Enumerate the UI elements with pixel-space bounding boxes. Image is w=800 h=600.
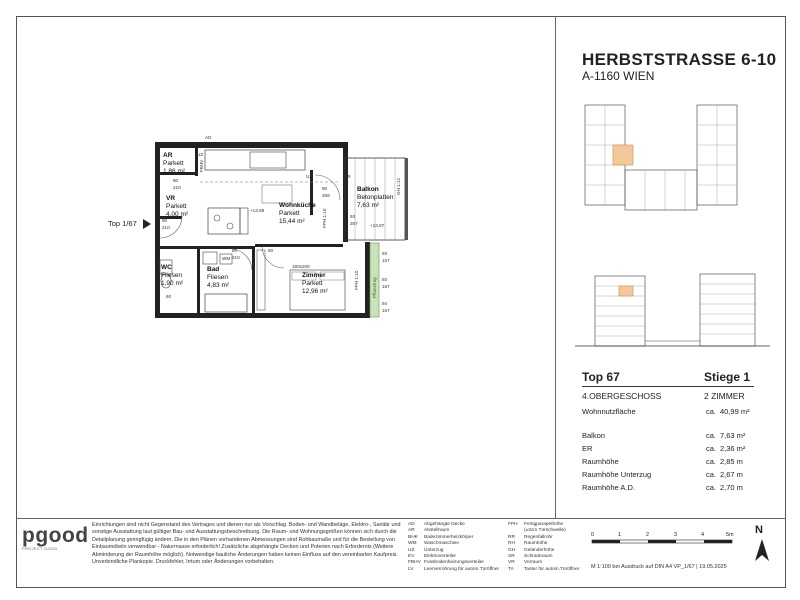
legend-item: AR Abstellraum [408,528,450,534]
dim-210-b: 210 [162,225,170,230]
room-balkon-name: Balkon [357,186,379,193]
room-wc-area: 1,90 m² [161,280,184,287]
row-ca: ca. [706,457,717,466]
wall-right-upper [343,142,348,242]
scale-tick: 0 [591,532,595,538]
legend-item: RH Raumhöhe [508,541,548,547]
label-fbhv: FBHV [199,159,204,172]
label-wm: WM [222,256,231,261]
row-value: 40,99 m² [720,407,750,416]
legend-item: UZ Unterzug [408,547,444,553]
logo-tagline: PROJECT GOOD [22,546,58,551]
dim-80-a: 80 [173,178,179,183]
row-er [582,444,782,454]
row-raumhoehe [582,457,782,467]
legend-item: FBHV Fussbodenheizungsverteiler [408,560,484,566]
dim-267: 267 [350,221,358,226]
room-bad-area: 4,83 m² [207,282,230,289]
dim-93-a: 93 [350,214,356,219]
scale-tick: 2 [646,532,650,538]
scale-note: M 1:100 bei Ausdruck auf DIN A4 VP_1/67 | 19.05.2025 [591,564,727,570]
dim-80-c: 80 [232,248,238,253]
legend-item: SR Schrankraum [508,554,553,560]
dim-157-c: 157 [382,308,390,313]
row-value: 2,85 m [720,457,743,466]
row-label: ER [582,444,593,453]
row-label: Raumhöhe [582,457,619,466]
apartment-entry-label: Top 1/67 [108,219,137,228]
legend-item: RR Regenfallrohr [508,534,553,540]
row-ca: ca. [706,431,717,440]
row-raumhoehe-ad [582,483,782,493]
room-wc-name: WC [161,264,172,271]
legend-item: AD Abgehängte Decke [408,522,465,527]
highlighted-unit [613,145,633,165]
dim-157-a: 157 [382,258,390,263]
label-level-1: +13,89 [250,208,265,213]
label-uz-1: UZ [197,152,204,157]
vertical-divider [555,16,556,518]
room-wc-floor: Fliesen [161,272,182,279]
legend-item: FPH Fertigparapethöhe [508,522,564,527]
row-label: Raumhöhe A.D. [582,483,635,492]
legend-item: GH Geländerhöhe [508,547,555,553]
row-label: Balkon [582,431,605,440]
row-raumhoehe-unterzug [582,470,782,480]
legend-item: EV Elektroverteiler [408,554,456,560]
scale-tick: 4 [701,532,705,538]
legend-item: BHK Badezimmerheizkörper [408,534,474,540]
key-plan [575,100,770,224]
room-balkon-floor: Betonplatten [357,194,394,201]
wall-top [155,142,345,148]
dim-259: 259 [322,193,330,198]
room-ar-floor: Parkett [163,160,184,167]
room-zimmer-floor: Parkett [302,280,323,287]
room-bad-name: Bad [207,266,220,273]
label-bed-size: 180x200 [292,264,310,269]
north-arrow-icon [749,525,775,565]
label-gh: GH 1:12 [396,177,401,195]
scale-bar [588,528,738,554]
horizontal-divider [16,518,786,519]
row-balkon [582,431,782,441]
room-vr-area: 4,00 m² [166,211,189,218]
room-vr-floor: Parkett [166,203,187,210]
row-label: Wohnnutzfläche [582,407,636,416]
row-ca: ca. [706,444,717,453]
building-section [575,266,770,356]
disclaimer-text: Einrichtungen sind nicht Gegenstand des Vertrages und dienen nur als Vorschlag. Boden- und Wandbeläge, Elektro-, Sanitär und sonstige Ausstattung laut gültiger Bau- und Ausstattungsbeschreibung. Die Raum- und Wohnungsgrößen können sich durch die Detailplanung geringfügig ändern. Die in den Plänen vorhandenen Abmessungen sind Rohbaumaße und für die Bestellung von Einbaumöbeln verwendbar - Naturmasse erforderlich! Zusätzliche abgehängte Decken und Poterien nach Erfordernis (Weitere Abminderung der Raumhöhe möglich). Notwendige bauliche Änderungen haben keinen Einfluss auf den vereinbarten Kaufpreis. Unverbindliche Plankopie. Druckfehler, Irrtum oder Änderungen vorbehalten. [92,522,401,566]
room-ar-name: AR [163,152,173,159]
row-ca: ca. [706,407,717,416]
dim-93-b: 93 [382,251,388,256]
label-uz-2: UZ [306,174,313,179]
room-wohnkueche-floor: Parkett [279,210,300,217]
legend-item: TA Taster für autom.Türöffner [508,566,580,572]
dim-94: 94 [382,301,388,306]
row-ca: ca. [706,470,717,479]
row-value: 2,70 m [720,483,743,492]
row-ca: ca. [706,483,717,492]
room-wohnkueche-area: 15,44 m² [279,218,305,225]
project-address: A-1160 WIEN [582,69,655,83]
room-bad-floor: Fliesen [207,274,228,281]
label-fph-2: FPH 1:10 [354,270,359,290]
row-value: 2,36 m² [720,444,746,453]
highlighted-floor [619,286,633,296]
dim-90: 90 [162,218,168,223]
label-ad: AD [205,135,212,140]
dim-80-b: 80 [322,186,328,191]
legend-item: VR Vorraum [508,560,543,566]
legend-column-2 [508,522,579,573]
unit-number: Top 67 [582,370,620,384]
legend-column-1 [408,522,499,573]
unit-room-count: 2 ZIMMER [704,391,745,401]
row-value: 7,63 m² [720,431,746,440]
legend-item: (±3cm Türschwelle) [524,528,566,534]
wall-left [155,142,160,317]
room-wohnkueche-name: Wohnküche [279,202,316,209]
company-logo [22,524,89,551]
room-zimmer-name: Zimmer [302,272,326,279]
dim-210-c: 210 [232,255,240,260]
label-planter: Pflanztrog [372,277,377,298]
entrance-arrow [143,219,151,229]
room-balkon-area: 7,63 m² [357,202,380,209]
dim-157-b: 157 [382,284,390,289]
unit-divider [582,386,754,387]
scale-tick: 3 [674,532,678,538]
row-label: Raumhöhe Unterzug [582,470,652,479]
dim-210-a: 210 [173,185,181,190]
dim-60: 60 [166,294,172,299]
wall-right-lower [365,242,370,318]
unit-stair: Stiege 1 [704,370,751,384]
label-rr: RR [344,174,351,179]
row-wohnnutzflaeche [582,407,782,417]
unit-floor: 4.OBERGESCHOSS [582,391,662,401]
label-level-2: +13,87 [370,223,385,228]
scale-tick: 5m [726,532,734,538]
room-zimmer-area: 12,96 m² [302,288,328,295]
dim-93-c: 93 [382,277,388,282]
north-label: N [755,524,763,536]
legend-item: WM Waschmaschine [408,541,460,547]
scale-tick: 1 [618,532,622,538]
project-title: HERBSTSTRASSE 6-10 [582,50,777,69]
label-fph-1: FPH 1:10 [322,208,327,228]
wall-bottom [155,313,370,318]
room-ar-area: 1,86 m² [163,168,186,175]
legend-item: LV Leerverrohrung für autom.Türöffner [408,566,500,572]
dim-80-d: 80 [268,248,274,253]
room-vr-name: VR [166,195,176,202]
row-value: 2,67 m [720,470,743,479]
logo-wordmark: pgood [22,524,89,547]
